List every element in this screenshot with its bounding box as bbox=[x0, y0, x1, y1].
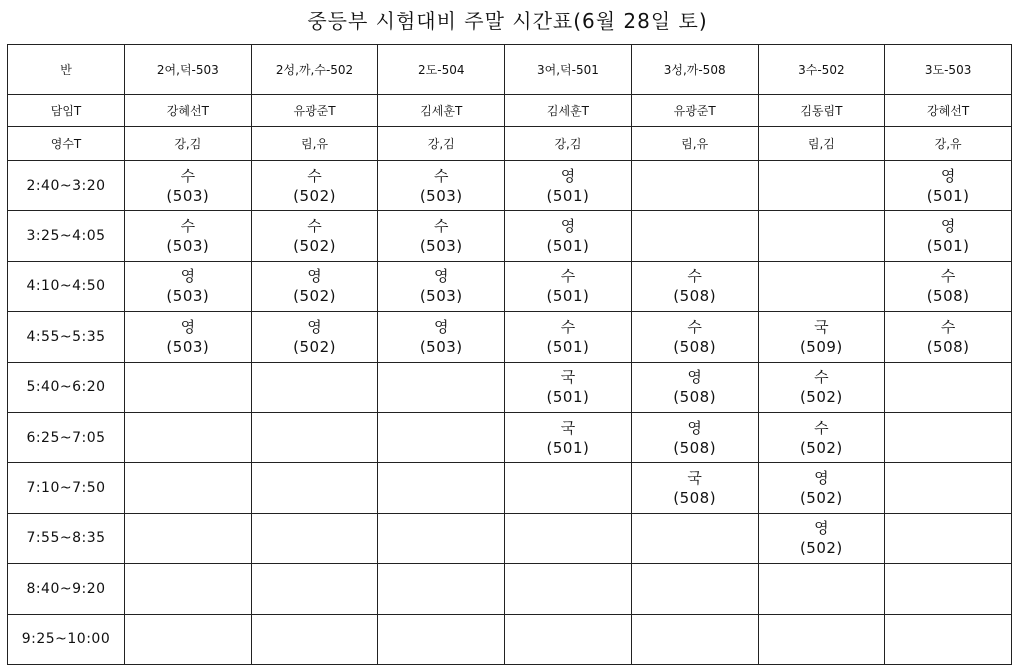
room-label: (508) bbox=[673, 287, 717, 306]
schedule-cell bbox=[125, 211, 252, 261]
subject-label: 영 bbox=[814, 519, 829, 538]
subject-teacher-cell: 림,유 bbox=[631, 127, 758, 161]
subject-label: 국 bbox=[814, 317, 829, 336]
schedule-cell bbox=[631, 261, 758, 311]
time-slot-row bbox=[8, 614, 1012, 664]
homeroom-cell: 강혜선T bbox=[125, 95, 252, 127]
schedule-cell bbox=[885, 463, 1012, 513]
subject-label: 영 bbox=[560, 217, 576, 236]
time-slot-row bbox=[8, 161, 1012, 211]
schedule-cell bbox=[251, 312, 378, 362]
subject-label: 수 bbox=[180, 217, 196, 236]
subject-teacher-cell: 강,김 bbox=[378, 127, 505, 161]
time-slot-label: 7:10~7:50 bbox=[8, 463, 125, 513]
schedule-cell bbox=[885, 211, 1012, 261]
subject-label: 수 bbox=[687, 267, 702, 286]
homeroom-cell: 김동림T bbox=[758, 95, 885, 127]
class-header-cell: 3도-503 bbox=[885, 45, 1012, 95]
schedule-cell bbox=[251, 362, 378, 412]
subject-label: 국 bbox=[560, 418, 576, 437]
schedule-cell bbox=[885, 564, 1012, 614]
subject-teacher-cell: 림,김 bbox=[758, 127, 885, 161]
schedule-cell bbox=[631, 463, 758, 513]
schedule-cell bbox=[885, 412, 1012, 462]
room-label: (503) bbox=[166, 337, 210, 356]
schedule-cell bbox=[505, 312, 632, 362]
room-label: (503) bbox=[419, 287, 463, 306]
time-slot-label: 5:40~6:20 bbox=[8, 362, 125, 412]
subject-label: 영 bbox=[687, 418, 702, 437]
room-label: (503) bbox=[166, 287, 210, 306]
subject-label: 영 bbox=[560, 166, 576, 185]
schedule-cell bbox=[631, 362, 758, 412]
homeroom-cell: 김세훈T bbox=[378, 95, 505, 127]
schedule-cell bbox=[885, 362, 1012, 412]
time-slot-row bbox=[8, 312, 1012, 362]
room-label: (503) bbox=[419, 186, 463, 205]
schedule-cell bbox=[125, 614, 252, 664]
page-title: 중등부 시험대비 주말 시간표(6월 28일 토) bbox=[307, 9, 708, 33]
schedule-cell bbox=[758, 614, 885, 664]
homeroom-cell: 김세훈T bbox=[505, 95, 632, 127]
schedule-cell bbox=[758, 412, 885, 462]
class-header-row bbox=[8, 45, 1012, 95]
subject-teacher-cell: 강,유 bbox=[885, 127, 1012, 161]
schedule-cell bbox=[631, 211, 758, 261]
subject-label: 수 bbox=[814, 418, 829, 437]
subject-label: 영 bbox=[307, 317, 322, 336]
schedule-cell bbox=[885, 312, 1012, 362]
time-slot-row bbox=[8, 211, 1012, 261]
subject-label: 영 bbox=[180, 317, 196, 336]
time-slot-row bbox=[8, 513, 1012, 563]
room-label: (502) bbox=[293, 337, 336, 356]
room-label: (501) bbox=[546, 337, 590, 356]
room-label: (503) bbox=[166, 186, 210, 205]
schedule-cell bbox=[505, 412, 632, 462]
schedule-cell bbox=[631, 312, 758, 362]
schedule-cell bbox=[251, 211, 378, 261]
schedule-cell bbox=[631, 614, 758, 664]
class-row-label: 반 bbox=[8, 45, 125, 95]
room-label: (503) bbox=[419, 237, 463, 256]
room-label: (501) bbox=[546, 388, 590, 407]
schedule-cell bbox=[125, 463, 252, 513]
schedule-cell bbox=[885, 513, 1012, 563]
subject-label: 영 bbox=[940, 217, 956, 236]
schedule-cell bbox=[125, 161, 252, 211]
subject-label: 수 bbox=[560, 317, 576, 336]
subject-label: 영 bbox=[814, 469, 829, 488]
room-label: (501) bbox=[546, 287, 590, 306]
subject-teacher-label: 영수T bbox=[8, 127, 125, 161]
subject-label: 영 bbox=[180, 267, 196, 286]
class-header-cell: 2도-504 bbox=[378, 45, 505, 95]
room-label: (502) bbox=[293, 186, 336, 205]
room-label: (501) bbox=[546, 186, 590, 205]
schedule-cell bbox=[378, 614, 505, 664]
time-slot-row bbox=[8, 412, 1012, 462]
time-slot-label: 9:25~10:00 bbox=[8, 614, 125, 664]
schedule-cell bbox=[378, 312, 505, 362]
subject-teacher-cell: 강,김 bbox=[125, 127, 252, 161]
room-label: (503) bbox=[419, 337, 463, 356]
schedule-cell bbox=[378, 564, 505, 614]
room-label: (501) bbox=[546, 237, 590, 256]
time-slot-row bbox=[8, 362, 1012, 412]
schedule-cell bbox=[505, 513, 632, 563]
subject-label: 영 bbox=[434, 267, 449, 286]
subject-label: 수 bbox=[180, 166, 196, 185]
homeroom-cell: 유광준T bbox=[631, 95, 758, 127]
room-label: (508) bbox=[926, 337, 970, 356]
schedule-cell bbox=[885, 161, 1012, 211]
schedule-cell bbox=[125, 564, 252, 614]
schedule-cell bbox=[251, 564, 378, 614]
schedule-cell bbox=[631, 412, 758, 462]
schedule-cell bbox=[631, 513, 758, 563]
room-label: (508) bbox=[926, 287, 970, 306]
schedule-cell bbox=[758, 161, 885, 211]
schedule-cell bbox=[378, 261, 505, 311]
room-label: (501) bbox=[926, 186, 970, 205]
schedule-cell bbox=[505, 211, 632, 261]
subject-label: 영 bbox=[307, 267, 322, 286]
schedule-cell bbox=[125, 513, 252, 563]
room-label: (502) bbox=[799, 539, 843, 558]
room-label: (508) bbox=[673, 337, 717, 356]
time-slot-label: 8:40~9:20 bbox=[8, 564, 125, 614]
subject-label: 영 bbox=[434, 317, 449, 336]
subject-label: 수 bbox=[434, 166, 449, 185]
homeroom-cell: 강혜선T bbox=[885, 95, 1012, 127]
subject-label: 수 bbox=[307, 166, 322, 185]
subject-label: 수 bbox=[940, 317, 956, 336]
subject-label: 수 bbox=[560, 267, 576, 286]
schedule-cell bbox=[378, 211, 505, 261]
room-label: (508) bbox=[673, 438, 717, 457]
schedule-cell bbox=[378, 161, 505, 211]
schedule-cell bbox=[125, 261, 252, 311]
room-label: (509) bbox=[799, 337, 843, 356]
time-slot-label: 6:25~7:05 bbox=[8, 412, 125, 462]
subject-label: 수 bbox=[940, 267, 956, 286]
schedule-cell bbox=[378, 513, 505, 563]
class-header-cell: 3여,덕-501 bbox=[505, 45, 632, 95]
subject-teacher-row bbox=[8, 127, 1012, 161]
room-label: (502) bbox=[799, 388, 843, 407]
homeroom-row bbox=[8, 95, 1012, 127]
time-slot-row bbox=[8, 261, 1012, 311]
schedule-cell bbox=[885, 614, 1012, 664]
schedule-cell bbox=[505, 261, 632, 311]
subject-label: 수 bbox=[307, 217, 322, 236]
room-label: (502) bbox=[293, 237, 336, 256]
schedule-cell bbox=[378, 463, 505, 513]
schedule-cell bbox=[125, 362, 252, 412]
homeroom-label: 담임T bbox=[8, 95, 125, 127]
schedule-cell bbox=[505, 463, 632, 513]
class-header-cell: 2성,까,수-502 bbox=[251, 45, 378, 95]
time-slot-label: 3:25~4:05 bbox=[8, 211, 125, 261]
schedule-cell bbox=[758, 312, 885, 362]
timetable bbox=[7, 44, 1012, 665]
room-label: (503) bbox=[166, 237, 210, 256]
schedule-cell bbox=[758, 261, 885, 311]
subject-label: 영 bbox=[940, 166, 956, 185]
schedule-cell bbox=[505, 614, 632, 664]
schedule-cell bbox=[378, 412, 505, 462]
schedule-cell bbox=[251, 463, 378, 513]
time-slot-label: 7:55~8:35 bbox=[8, 513, 125, 563]
time-slot-label: 4:55~5:35 bbox=[8, 312, 125, 362]
subject-teacher-cell: 강,김 bbox=[505, 127, 632, 161]
class-header-cell: 2여,덕-503 bbox=[125, 45, 252, 95]
schedule-cell bbox=[125, 412, 252, 462]
room-label: (508) bbox=[673, 489, 717, 508]
subject-label: 수 bbox=[814, 368, 829, 387]
subject-label: 국 bbox=[687, 469, 702, 488]
time-slot-label: 4:10~4:50 bbox=[8, 261, 125, 311]
time-slot-label: 2:40~3:20 bbox=[8, 161, 125, 211]
subject-label: 수 bbox=[434, 217, 449, 236]
subject-teacher-cell: 림,유 bbox=[251, 127, 378, 161]
schedule-cell bbox=[378, 362, 505, 412]
room-label: (508) bbox=[673, 388, 717, 407]
room-label: (501) bbox=[546, 438, 590, 457]
schedule-cell bbox=[251, 614, 378, 664]
room-label: (502) bbox=[293, 287, 336, 306]
schedule-cell bbox=[251, 161, 378, 211]
room-label: (502) bbox=[799, 489, 843, 508]
subject-label: 영 bbox=[687, 368, 702, 387]
schedule-cell bbox=[758, 463, 885, 513]
schedule-cell bbox=[631, 161, 758, 211]
class-header-cell: 3성,까-508 bbox=[631, 45, 758, 95]
time-slot-row bbox=[8, 463, 1012, 513]
schedule-cell bbox=[505, 564, 632, 614]
schedule-cell bbox=[758, 211, 885, 261]
room-label: (501) bbox=[926, 237, 970, 256]
subject-label: 수 bbox=[687, 317, 702, 336]
schedule-cell bbox=[885, 261, 1012, 311]
schedule-cell bbox=[251, 513, 378, 563]
subject-label: 국 bbox=[560, 368, 576, 387]
class-header-cell: 3수-502 bbox=[758, 45, 885, 95]
time-slot-row bbox=[8, 564, 1012, 614]
schedule-cell bbox=[505, 161, 632, 211]
schedule-cell bbox=[125, 312, 252, 362]
room-label: (502) bbox=[799, 438, 843, 457]
schedule-cell bbox=[631, 564, 758, 614]
schedule-cell bbox=[505, 362, 632, 412]
schedule-cell bbox=[251, 261, 378, 311]
homeroom-cell: 유광준T bbox=[251, 95, 378, 127]
schedule-cell bbox=[758, 362, 885, 412]
schedule-cell bbox=[758, 564, 885, 614]
schedule-cell bbox=[251, 412, 378, 462]
schedule-cell bbox=[758, 513, 885, 563]
